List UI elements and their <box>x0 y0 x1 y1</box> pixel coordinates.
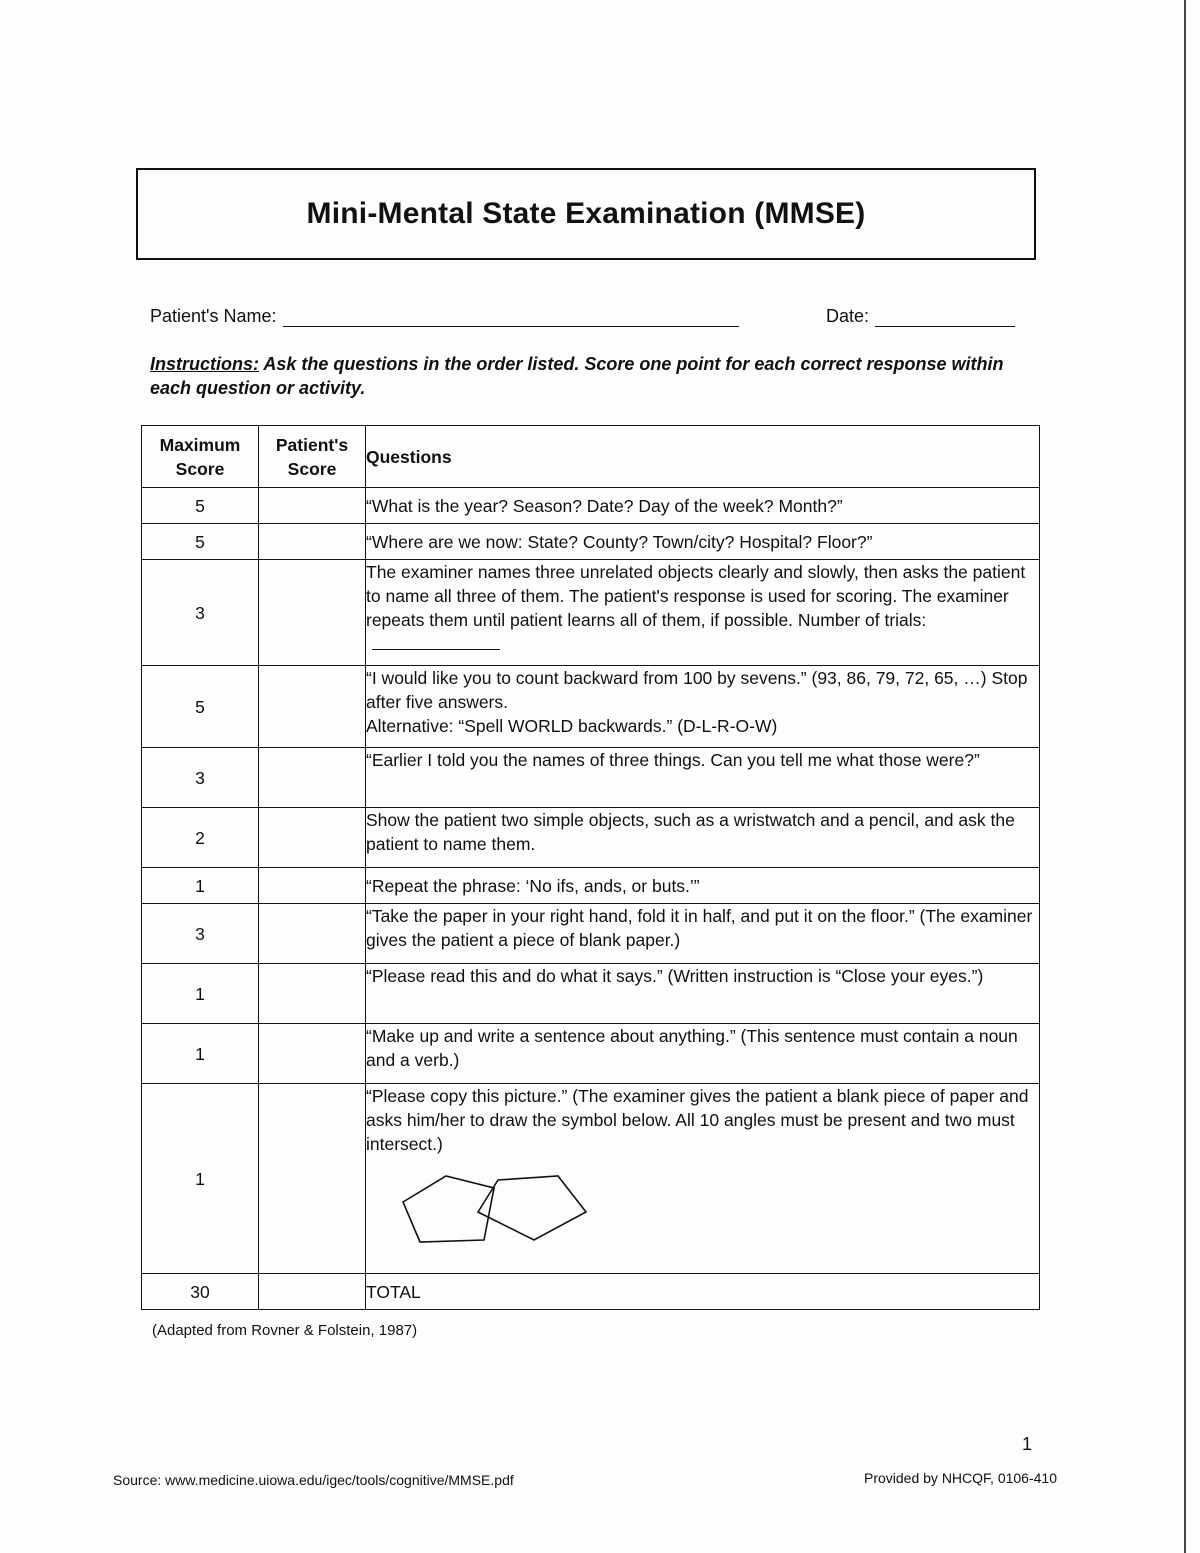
adapted-note: (Adapted from Rovner & Folstein, 1987) <box>152 1322 418 1339</box>
max-score-cell: 1 <box>142 1084 259 1274</box>
total-max-score-cell: 30 <box>142 1274 259 1310</box>
total-label-cell: TOTAL <box>366 1274 1040 1310</box>
table-row <box>142 1084 1040 1274</box>
patient-score-cell[interactable] <box>259 808 366 868</box>
table-row <box>142 868 1040 904</box>
patient-score-cell[interactable] <box>259 1024 366 1084</box>
max-score-cell: 3 <box>142 560 259 666</box>
patient-score-cell[interactable] <box>259 666 366 748</box>
max-score-cell: 3 <box>142 904 259 964</box>
patient-score-cell[interactable] <box>259 964 366 1024</box>
patient-score-cell[interactable] <box>259 560 366 666</box>
date-field <box>826 306 1015 327</box>
question-cell <box>366 560 1040 666</box>
table-row <box>142 524 1040 560</box>
patient-name-label: Patient's Name: <box>150 306 277 326</box>
total-row <box>142 1274 1040 1310</box>
question-text: The examiner names three unrelated objects clearly and slowly, then asks the patient to name all three of them. The patient's response is used for scoring. The examiner repeats them until patient learns all of them, if possible. Number of trials: <box>366 562 1026 630</box>
instructions-lead: Instructions: <box>150 354 260 374</box>
max-score-cell: 1 <box>142 868 259 904</box>
page-number: 1 <box>1022 1434 1033 1454</box>
table-row <box>142 1024 1040 1084</box>
question-cell: “Earlier I told you the names of three things. Can you tell me what those were?” <box>366 748 1040 808</box>
patient-score-cell[interactable] <box>259 904 366 964</box>
question-alternative: Alternative: “Spell WORLD backwards.” (D-L-R-O-W) <box>366 716 778 736</box>
question-cell <box>366 666 1040 748</box>
question-text: “I would like you to count backward from 100 by sevens.” (93, 86, 79, 72, 65, …) Stop after five answers. <box>366 668 1028 712</box>
patient-score-cell[interactable] <box>259 748 366 808</box>
max-score-cell: 5 <box>142 488 259 524</box>
question-cell: “Please read this and do what it says.” (Written instruction is “Close your eyes.”) <box>366 964 1040 1024</box>
table-row <box>142 748 1040 808</box>
patient-score-cell[interactable] <box>259 868 366 904</box>
provided-by-note: Provided by NHCQF, 0106-410 <box>864 1470 1057 1486</box>
page-edge-line <box>1184 0 1186 1553</box>
date-line[interactable] <box>875 308 1015 327</box>
max-score-cell: 1 <box>142 1024 259 1084</box>
max-score-cell: 3 <box>142 748 259 808</box>
instructions <box>150 352 1010 400</box>
question-cell: “Take the paper in your right hand, fold it in half, and put it on the floor.” (The examiner gives the patient a piece of blank paper.) <box>366 904 1040 964</box>
question-cell <box>366 1084 1040 1274</box>
patient-name-field <box>150 306 739 327</box>
table-header-row <box>142 426 1040 488</box>
header-patient-score: Patient's Score <box>259 426 366 488</box>
header-questions: Questions <box>366 426 1040 488</box>
patient-score-cell[interactable] <box>259 488 366 524</box>
question-cell: “What is the year? Season? Date? Day of the week? Month?” <box>366 488 1040 524</box>
header-max-score: Maximum Score <box>142 426 259 488</box>
table-row <box>142 904 1040 964</box>
question-cell: “Make up and write a sentence about anything.” (This sentence must contain a noun and a verb.) <box>366 1024 1040 1084</box>
max-score-cell: 5 <box>142 666 259 748</box>
table-row <box>142 808 1040 868</box>
question-text: “Please copy this picture.” (The examiner gives the patient a blank piece of paper and asks him/her to draw the symbol below. All 10 angles must be present and two must intersect.) <box>366 1086 1029 1154</box>
table-row <box>142 964 1040 1024</box>
mmse-table <box>141 425 1040 1310</box>
patient-score-cell[interactable] <box>259 1084 366 1274</box>
title-box <box>136 168 1036 260</box>
patient-name-line[interactable] <box>283 308 739 327</box>
table-row <box>142 666 1040 748</box>
trials-blank-line[interactable] <box>372 633 500 650</box>
max-score-cell: 5 <box>142 524 259 560</box>
table-row <box>142 560 1040 666</box>
page-title: Mini-Mental State Examination (MMSE) <box>306 197 866 230</box>
date-label: Date: <box>826 306 870 326</box>
right-pentagon <box>478 1176 586 1240</box>
instructions-text: Ask the questions in the order listed. Score one point for each correct response within each question or activity. <box>150 354 1004 398</box>
intersecting-pentagons-figure <box>398 1170 598 1244</box>
table-row <box>142 488 1040 524</box>
question-cell: “Where are we now: State? County? Town/city? Hospital? Floor?” <box>366 524 1040 560</box>
source-note: Source: www.medicine.uiowa.edu/igec/tools/cognitive/MMSE.pdf <box>113 1472 514 1488</box>
question-cell: Show the patient two simple objects, such as a wristwatch and a pencil, and ask the patient to name them. <box>366 808 1040 868</box>
max-score-cell: 1 <box>142 964 259 1024</box>
total-patient-score-cell[interactable] <box>259 1274 366 1310</box>
max-score-cell: 2 <box>142 808 259 868</box>
question-cell: “Repeat the phrase: ‘No ifs, ands, or buts.’” <box>366 868 1040 904</box>
patient-score-cell[interactable] <box>259 524 366 560</box>
